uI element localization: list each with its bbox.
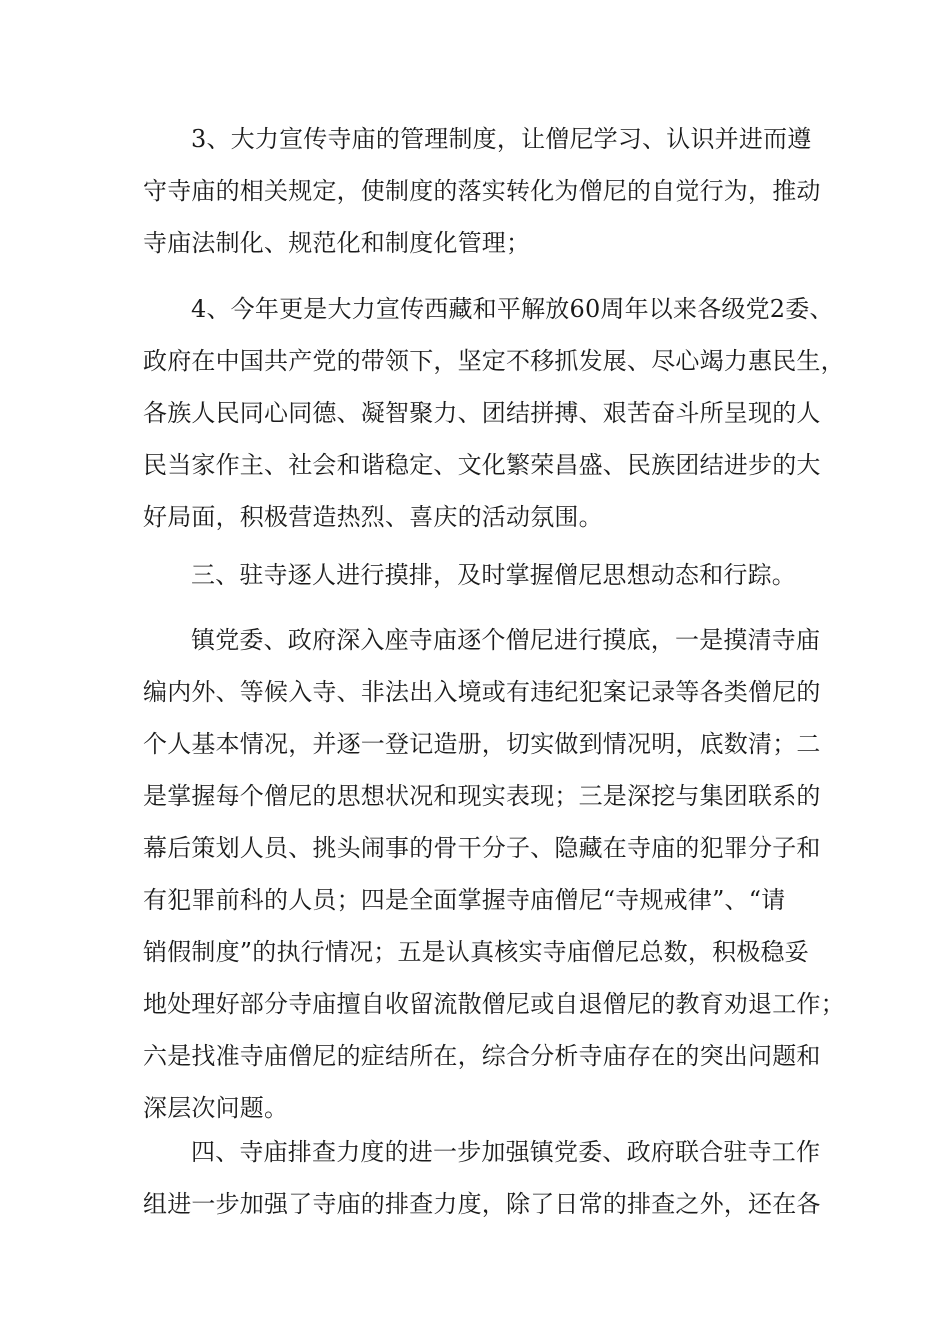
section-heading-three: [143, 549, 823, 601]
text-line: 编内外、等候入寺、非法出入境或有违纪犯案记录等各类僧尼的: [143, 678, 821, 706]
text-line: 有犯罪前科的人员；四是全面掌握寺庙僧尼“寺规戒律”、“请: [143, 886, 786, 914]
text-line: 守寺庙的相关规定，使制度的落实转化为僧尼的自觉行为，推动: [143, 177, 821, 205]
text-line: 4、今年更是大力宣传西藏和平解放60周年以来各级党2委、: [191, 295, 834, 323]
text-line: 地处理好部分寺庙擅自收留流散僧尼或自退僧尼的教育劝退工作；: [143, 990, 845, 1018]
text-line: 3、大力宣传寺庙的管理制度，让僧尼学习、认识并进而遵: [191, 125, 812, 153]
text-line: 好局面，积极营造热烈、喜庆的活动氛围。: [143, 503, 603, 531]
text-line: 政府在中国共产党的带领下，坚定不移抓发展、尽心竭力惠民生，: [143, 347, 845, 375]
text-line: 深层次问题。: [143, 1094, 289, 1122]
text-line: 幕后策划人员、挑头闹事的骨干分子、隐藏在寺庙的犯罪分子和: [143, 834, 821, 862]
text-line: 销假制度”的执行情况；五是认真核实寺庙僧尼总数，积极稳妥: [143, 938, 809, 966]
text-line: 六是找准寺庙僧尼的症结所在，综合分析寺庙存在的突出问题和: [143, 1042, 821, 1070]
text-line: 各族人民同心同德、凝智聚力、团结拼搏、艰苦奋斗所呈现的人: [143, 399, 821, 427]
text-line: 三、驻寺逐人进行摸排，及时掌握僧尼思想动态和行踪。: [191, 561, 796, 589]
text-line: 组进一步加强了寺庙的排查力度，除了日常的排查之外，还在各: [143, 1190, 821, 1218]
paragraph-monk-survey: [143, 614, 845, 1134]
text-line: 个人基本情况，并逐一登记造册，切实做到情况明，底数清；二: [143, 730, 821, 758]
paragraph-inspection-strengthening: [143, 1126, 823, 1230]
text-line: 四、寺庙排查力度的进一步加强镇党委、政府联合驻寺工作: [191, 1138, 821, 1166]
text-line: 镇党委、政府深入座寺庙逐个僧尼进行摸底，一是摸清寺庙: [191, 626, 821, 654]
text-line: 是掌握每个僧尼的思想状况和现实表现；三是深挖与集团联系的: [143, 782, 821, 810]
text-line: 寺庙法制化、规范化和制度化管理；: [143, 229, 531, 257]
text-line: 民当家作主、社会和谐稳定、文化繁荣昌盛、民族团结进步的大: [143, 451, 821, 479]
paragraph-temple-rules-promotion: [143, 113, 823, 269]
paragraph-anniversary-promotion: [143, 283, 845, 543]
